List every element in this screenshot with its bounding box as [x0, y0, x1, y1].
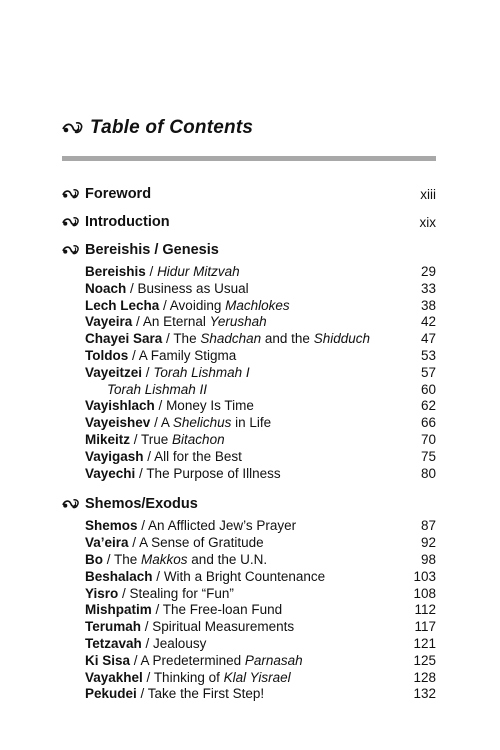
entry-page-number: 62: [420, 398, 436, 414]
toc-entry[interactable]: [85, 466, 436, 483]
entry-page-number: 29: [420, 264, 436, 279]
entry-page-number: 121: [413, 635, 436, 651]
entry-page-number: 60: [420, 381, 436, 397]
page-title: Table of Contents: [90, 117, 254, 138]
chapter-title-part: Thinking of: [153, 669, 224, 685]
toc-entry[interactable]: [85, 314, 436, 331]
section-label: Bereishis / Genesis: [85, 242, 219, 258]
parsha-name: Ki Sisa: [85, 652, 131, 668]
entry-title: [85, 602, 406, 619]
title-separator: /: [159, 297, 170, 313]
title-separator: /: [130, 652, 141, 668]
section-spacer: [62, 482, 436, 492]
chapter-title-part: The Purpose of Illness: [146, 465, 281, 481]
toc-section: [62, 210, 436, 234]
title-separator: /: [152, 568, 164, 584]
entry-title: [85, 415, 406, 432]
entry-page-number: 33: [420, 280, 436, 296]
chapter-title-part: Torah Lishmah II: [107, 381, 208, 397]
entry-page-number: 98: [420, 551, 436, 567]
entry-page-number: 112: [414, 602, 436, 618]
toc-entry[interactable]: [85, 415, 436, 432]
title-separator: /: [136, 686, 148, 702]
parsha-name: Bo: [85, 551, 103, 567]
entry-title: [85, 670, 406, 687]
parsha-name: Beshalach: [85, 568, 153, 584]
chapter-title-part: Money Is Time: [166, 398, 254, 414]
toc-section: [62, 182, 436, 206]
entry-title: [85, 653, 406, 670]
entry-title: [85, 636, 406, 653]
entry-page-number: 53: [420, 347, 436, 363]
title-separator: /: [145, 264, 158, 279]
chapter-title-part: A: [160, 415, 173, 431]
chapter-title-part: Business as Usual: [137, 280, 249, 296]
section-heading[interactable]: [62, 210, 436, 234]
toc-entry[interactable]: [85, 653, 436, 670]
entry-page-number: 75: [420, 448, 436, 464]
chapter-title-part: With a Bright Countenance: [163, 568, 326, 584]
title-separator: /: [141, 619, 153, 635]
section-heading[interactable]: [62, 492, 436, 516]
toc-entry[interactable]: [85, 398, 436, 415]
chapter-title-part: An Eternal: [142, 314, 210, 330]
toc-entry[interactable]: [85, 636, 436, 653]
parsha-name: Pekudei: [85, 686, 137, 702]
title-separator: /: [128, 535, 140, 551]
entry-title: [85, 398, 406, 415]
entry-title: [85, 298, 406, 315]
toc-entry[interactable]: [85, 382, 436, 399]
toc-entry[interactable]: [85, 298, 436, 315]
entry-page-number: 42: [420, 314, 436, 330]
toc-entry[interactable]: [85, 281, 436, 298]
title-separator: /: [137, 518, 149, 534]
entry-page-number: 80: [420, 465, 436, 481]
toc-entry[interactable]: [85, 432, 436, 449]
chapter-title-part: Makkos: [141, 551, 188, 567]
parsha-name: Bereishis: [85, 264, 146, 279]
toc-entry[interactable]: [85, 535, 436, 552]
toc-entry[interactable]: [85, 569, 436, 586]
title-separator: /: [118, 585, 130, 601]
title-separator: /: [130, 431, 142, 447]
parsha-name: Vayishlach: [85, 398, 155, 414]
toc-entry[interactable]: [85, 264, 436, 281]
parsha-name: Chayei Sara: [85, 331, 163, 347]
entry-page-number: 70: [420, 431, 436, 447]
chapter-title-part: and the: [261, 331, 314, 347]
chapter-title-part: Stealing for “Fun”: [129, 585, 234, 601]
entry-page-number: 125: [413, 652, 436, 668]
entry-page-number: 57: [420, 364, 436, 380]
title-separator: /: [150, 415, 161, 431]
parsha-name: Vayakhel: [85, 669, 143, 685]
section-page-number: xiii: [420, 186, 436, 202]
toc-section: [62, 238, 436, 482]
chapter-title-part: Klal Yisrael: [223, 669, 291, 685]
chapter-title-part: Take the First Step!: [147, 686, 265, 702]
entry-list: [85, 264, 436, 482]
parsha-name: Noach: [85, 280, 127, 296]
entry-title: [85, 569, 406, 586]
parsha-name: Shemos: [85, 518, 138, 534]
parsha-name: Vayeishev: [85, 415, 151, 431]
parsha-name: Yisro: [85, 585, 119, 601]
chapter-title-part: A Predetermined: [140, 652, 245, 668]
title-separator: /: [162, 331, 174, 347]
chapter-title-part: The: [114, 551, 142, 567]
entry-title: [85, 619, 406, 636]
chapter-title-part: Parnasah: [244, 652, 303, 668]
entry-page-number: 128: [413, 669, 436, 685]
entry-page-number: 108: [413, 585, 436, 601]
entry-page-number: 117: [414, 619, 436, 635]
title-separator: /: [128, 347, 139, 363]
chapter-title-part: A Sense of Gratitude: [139, 535, 264, 551]
entry-title: [85, 365, 406, 382]
toc-entry[interactable]: [85, 449, 436, 466]
section-label: Shemos/Exodus: [85, 496, 198, 513]
toc-entry[interactable]: [85, 602, 436, 619]
entry-title: [85, 586, 406, 603]
entry-title: [85, 518, 406, 535]
entry-title: [85, 281, 406, 298]
entry-title: [85, 348, 406, 365]
chapter-title-part: A Family Stigma: [138, 347, 237, 363]
entry-page-number: 103: [413, 568, 436, 584]
entry-page-number: 66: [420, 415, 436, 431]
entry-title: [85, 535, 406, 552]
title-separator: /: [143, 448, 155, 464]
chapter-title-part: Shadchan: [200, 331, 262, 347]
section-heading[interactable]: [62, 182, 436, 206]
toc-entry[interactable]: [85, 331, 436, 348]
entry-title: [85, 466, 406, 483]
fleuron-ornament-icon: [62, 188, 80, 200]
parsha-name: Tetzavah: [85, 635, 142, 651]
title-separator: /: [142, 364, 154, 380]
chapter-title-part: Yerushah: [209, 314, 267, 330]
toc-list: [62, 182, 436, 703]
title-separator: /: [142, 669, 154, 685]
chapter-title-part: Shelichus: [172, 415, 232, 431]
chapter-title-part: Bitachon: [172, 431, 225, 447]
parsha-name: Mishpatim: [85, 602, 152, 618]
toc-entry[interactable]: [85, 518, 436, 535]
parsha-name: Va’eira: [85, 535, 129, 551]
entry-page-number: 47: [420, 331, 436, 347]
title-separator: /: [154, 398, 167, 414]
entry-title: [85, 432, 406, 449]
chapter-title-part: True: [141, 431, 173, 447]
chapter-title-part: and the U.N.: [187, 551, 268, 567]
fleuron-ornament-icon: [62, 121, 84, 135]
title-separator: /: [135, 465, 147, 481]
entry-title: [85, 552, 406, 569]
entry-title: [85, 331, 406, 348]
chapter-title-part: Jealousy: [153, 635, 207, 651]
toc-section: [62, 492, 436, 703]
toc-entry[interactable]: [85, 686, 436, 703]
entry-list: [85, 518, 436, 703]
chapter-title-part: Torah Lishmah I: [153, 364, 250, 380]
parsha-name: Terumah: [85, 619, 142, 635]
fleuron-ornament-icon: [62, 498, 80, 510]
section-heading[interactable]: [62, 238, 436, 262]
parsha-name: Vayeira: [85, 314, 133, 330]
title-separator: /: [132, 314, 143, 330]
chapter-title-part: The: [173, 331, 201, 347]
entry-page-number: 92: [420, 535, 436, 551]
toc-entry[interactable]: [85, 552, 436, 569]
parsha-name: Lech Lecha: [85, 297, 160, 313]
toc-entry[interactable]: [85, 365, 436, 382]
chapter-title-part: in Life: [231, 415, 272, 431]
title-separator: /: [126, 280, 138, 296]
toc-entry[interactable]: [85, 586, 436, 603]
entry-page-number: 87: [420, 518, 436, 534]
chapter-title-part: Shidduch: [313, 331, 370, 347]
chapter-title-part: The Free-loan Fund: [162, 602, 283, 618]
parsha-name: Mikeitz: [85, 431, 131, 447]
entry-page-number: 38: [420, 297, 436, 313]
parsha-name: Vayechi: [85, 465, 136, 481]
toc-entry[interactable]: [85, 619, 436, 636]
entry-title: [85, 264, 406, 281]
entry-title: [85, 449, 406, 466]
chapter-title-part: Hidur Mitzvah: [157, 264, 240, 279]
chapter-title-part: Avoiding: [169, 297, 226, 313]
title-separator: /: [103, 551, 115, 567]
section-label: Foreword: [85, 186, 152, 202]
parsha-name: Toldos: [85, 347, 129, 363]
chapter-title-part: All for the Best: [154, 448, 242, 464]
toc-entry[interactable]: [85, 670, 436, 687]
section-page-number: xix: [419, 214, 436, 230]
entry-page-number: 132: [413, 686, 436, 702]
entry-title: [85, 314, 406, 331]
title-rule: [62, 156, 436, 161]
chapter-title-part: An Afflicted Jew’s Prayer: [148, 518, 297, 534]
chapter-title-part: Spiritual Measurements: [152, 619, 295, 635]
parsha-name: Vayigash: [85, 448, 144, 464]
fleuron-ornament-icon: [62, 244, 80, 256]
chapter-title-part: Machlokes: [225, 297, 290, 313]
entry-title: [85, 686, 406, 703]
entry-title: [85, 382, 406, 399]
toc-title-row: [62, 117, 253, 139]
toc-entry[interactable]: [85, 348, 436, 365]
title-separator: /: [141, 635, 154, 651]
parsha-name: Vayeitzei: [85, 364, 143, 380]
title-separator: /: [151, 602, 163, 618]
fleuron-ornament-icon: [62, 216, 80, 228]
section-label: Introduction: [85, 214, 170, 230]
